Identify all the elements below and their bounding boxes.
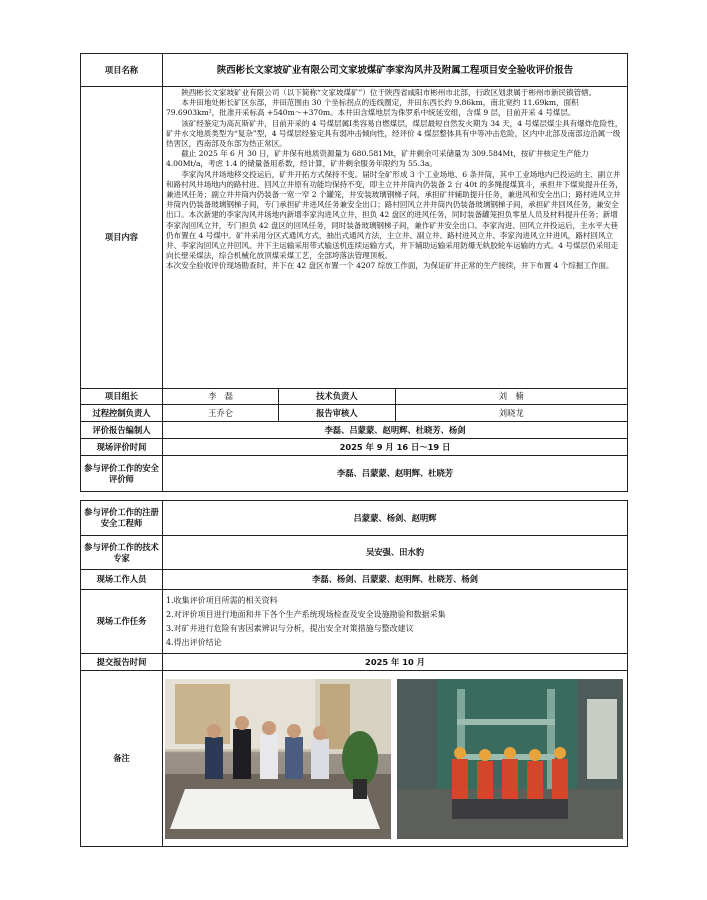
meeting-scene-image: [165, 679, 391, 839]
report-reviewer-value: 刘晓龙: [395, 405, 628, 422]
photo-strip: [163, 675, 627, 843]
task-item: 2.对评价项目进行地面和井下各个生产系统现场检查及安全设施勘验和数据采集: [166, 609, 446, 619]
content-paragraph: 该矿经鉴定为高瓦斯矿井，目前开采的 4 号煤层属Ⅰ类容易自燃煤层，煤层最短自然发火期为 34 天，4 号煤层煤尘具有爆炸危险性，矿井水文地质类型为“复杂”型，4 号煤层经鉴定具有弱冲击倾向性，经评价 4 煤层整体具有中等冲击危险，区内中北部及南部边沿属一级热害区，西南部及东部为热正常区。: [166, 118, 623, 149]
remarks-cell: [163, 671, 628, 847]
report-writers-value: 李磊、吕蒙蒙、赵明辉、杜晓芳、杨剑: [163, 422, 628, 439]
task-item: 4.得出评价结论: [166, 637, 222, 647]
project-content-cell: [163, 87, 628, 389]
process-control-label: 过程控制负责人: [81, 405, 163, 422]
project-info-table: [80, 53, 628, 492]
site-tasks-cell: [163, 590, 628, 654]
mine-workers-image: [397, 679, 623, 839]
tech-experts-value: 吴安强、田水豹: [163, 536, 628, 570]
project-name-label: 项目名称: [81, 54, 163, 87]
meeting-photo: [165, 679, 391, 839]
content-paragraph: 本次安全验收评价现场勘查时，井下在 42 盘区布置一个 4207 综放工作面，为保证矿井正常的生产接续，井下布置 4 个综掘工作面。: [166, 261, 614, 271]
tech-experts-label: 参与评价工作的技术专家: [81, 536, 163, 570]
process-control-value: 王乔仑: [163, 405, 279, 422]
submit-time-label: 提交报告时间: [81, 654, 163, 671]
leader-label: 项目组长: [81, 389, 163, 405]
report-writers-label: 评价报告编制人: [81, 422, 163, 439]
task-item: 3.对矿井进行危险有害因素辨识与分析，提出安全对策措施与整改建议: [166, 623, 414, 633]
site-staff-value: 李磊、杨剑、吕蒙蒙、赵明辉、杜晓芳、杨剑: [163, 570, 628, 590]
remarks-label: 备注: [81, 671, 163, 847]
evaluation-staff-table: [80, 500, 628, 847]
site-staff-label: 现场工作人员: [81, 570, 163, 590]
content-paragraph: 李家沟风井场地移交投运后，矿井开拓方式保持不变。届时全矿形成 3 个工业场地、6 条井筒，其中工业场地内已投运的主、副立井和路村风井场地内的路村进、回风立井原有功能均保持不变，即主立井井筒内仍装备 2 台 40t 的多绳提煤箕斗，承担井下煤炭提升任务，兼进风任务；副立井井筒内仍装备一宽一窄 2 个罐笼，井安装玻璃钢梯子间，承担矿井辅助提升任务，兼进风和安全出口；路村进风立井井筒内仍装备玻璃钢梯子间，专门承担矿井进风任务兼安全出口；路村回风立井井筒内仍装备玻璃钢梯子间，承担矿井回风任务，兼安全出口。本次新建的李家沟风井场地内新增李家沟进风立井，担负 42 盘区的进风任务，同时装备罐笼担负零星人员及材料提升任务；新增李家沟回风立井，专门担负 42 盘区的回风任务，同时装备玻璃钢梯子间，兼作矿井安全出口。李家沟进、回风立井投运后，主水平大巷仍布置在 4 号煤中。矿井采用分区式通风方式，抽出式通风方法，主立井、副立井、路村进风立井、李家沟进风立井进风，路村回风立井、李家沟回风立井回风。井下主运输采用带式输送机连续运输方式，井下辅助运输采用防爆无轨胶轮车运输的方式。4 号煤层仍采用走向长壁采煤法，综合机械化放顶煤采煤工艺，全部垮落法管理顶板。: [166, 169, 623, 261]
submit-time-value: 2025 年 10 月: [163, 654, 628, 671]
registered-engineers-value: 吕蒙蒙、杨剑、赵明辉: [163, 501, 628, 536]
leader-value: 李 磊: [163, 389, 279, 405]
safety-evaluators-value: 李磊、吕蒙蒙、赵明辉、杜晓芳: [163, 456, 628, 492]
tech-lead-label: 技术负责人: [279, 389, 395, 405]
registered-engineers-label: 参与评价工作的注册安全工程师: [81, 501, 163, 536]
task-item: 1.收集评价项目所需的相关资料: [166, 595, 278, 605]
project-name-value: 陕西彬长文家坡矿业有限公司文家坡煤矿李家沟风井及附属工程项目安全验收评价报告: [163, 54, 628, 87]
site-eval-time-label: 现场评价时间: [81, 439, 163, 456]
site-eval-time-value: 2025 年 9 月 16 日～19 日: [163, 439, 628, 456]
report-reviewer-label: 报告审核人: [279, 405, 395, 422]
site-tasks-label: 现场工作任务: [81, 590, 163, 654]
tech-lead-value: 刘 楠: [395, 389, 628, 405]
mine-site-photo: [397, 679, 623, 839]
safety-evaluators-label: 参与评价工作的安全评价师: [81, 456, 163, 492]
content-paragraph: 本井田地处彬长矿区东部，井田范围由 30 个坐标拐点的连线圈定，井田东西长约 9.86km，南北宽约 11.69km，面积 79.6903km²，批准开采标高 +540m～+370m。本井田含煤地层为侏罗系中统延安组，含煤 9 层，目前开采 4 号煤层。: [166, 98, 579, 118]
content-paragraph: 截止 2025 年 6 月 30 日，矿井保有地质资源量为 680.581Mt，矿井剩余可采储量为 309.584Mt，按矿井核定生产能力 4.00Mt/a，考虑 1.4 的储量备用系数，经计算，矿井剩余服务年限约为 55.3a。: [166, 149, 589, 169]
project-content-label: 项目内容: [81, 87, 163, 389]
content-paragraph: 陕西彬长文家坡矿业有限公司（以下简称“文家坡煤矿”）位于陕西省咸阳市彬州市北部，行政区划隶属于彬州市新民镇管辖。: [181, 88, 597, 97]
